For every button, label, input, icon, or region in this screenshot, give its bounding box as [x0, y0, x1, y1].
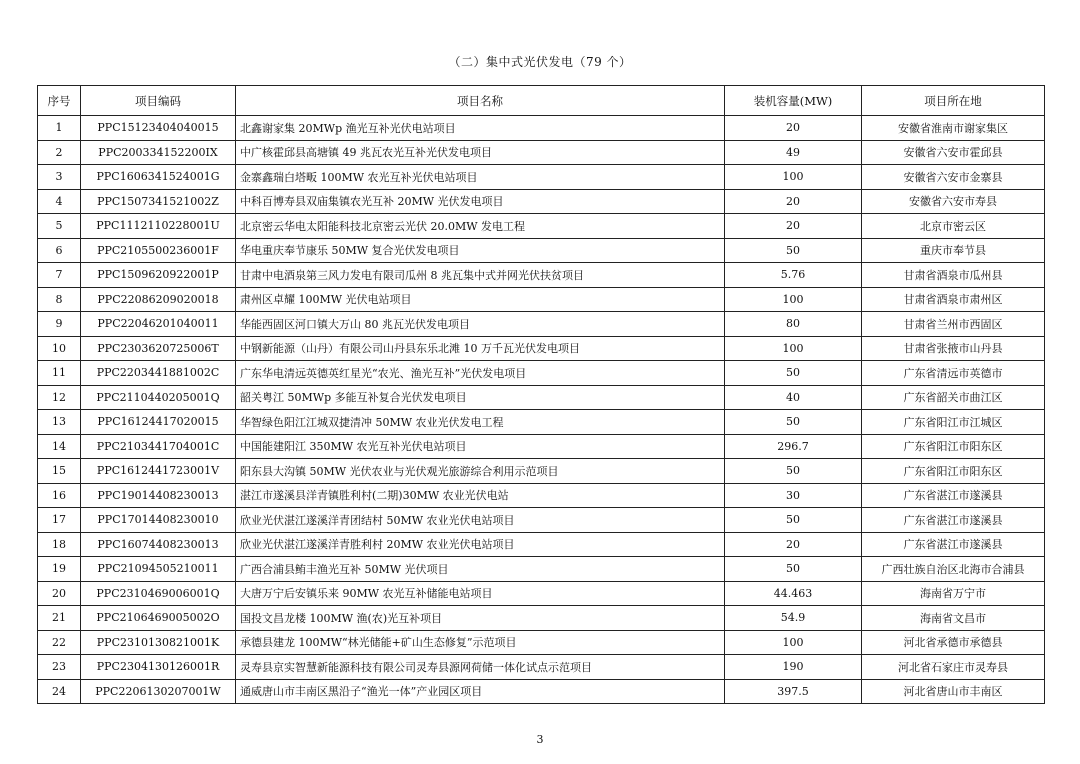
cell-location: 河北省唐山市丰南区 [862, 679, 1045, 704]
cell-capacity: 54.9 [725, 606, 862, 631]
cell-no: 21 [38, 606, 81, 631]
table-row [38, 287, 1045, 312]
table-row [38, 508, 1045, 533]
cell-capacity: 100 [725, 165, 862, 190]
cell-location: 北京市密云区 [862, 214, 1045, 239]
cell-code: PPC1112110228001U [81, 214, 236, 239]
cell-code: PPC17014408230010 [81, 508, 236, 533]
cell-code: PPC1507341521002Z [81, 189, 236, 214]
table-row [38, 140, 1045, 165]
cell-no: 19 [38, 557, 81, 582]
cell-no: 9 [38, 312, 81, 337]
cell-capacity: 296.7 [725, 434, 862, 459]
cell-code: PPC2304130126001R [81, 655, 236, 680]
cell-location: 广东省清远市英德市 [862, 361, 1045, 386]
cell-name: 广西合浦县鲔丰渔光互补 50MW 光伏项目 [236, 557, 725, 582]
cell-no: 17 [38, 508, 81, 533]
cell-code: PPC2105500236001F [81, 238, 236, 263]
cell-capacity: 44.463 [725, 581, 862, 606]
section-title: （二）集中式光伏发电（79 个） [448, 55, 632, 69]
cell-code: PPC1509620922001P [81, 263, 236, 288]
cell-capacity: 190 [725, 655, 862, 680]
header-name: 项目名称 [236, 86, 725, 116]
table-row [38, 459, 1045, 484]
cell-name: 金寨鑫瑞白塔畈 100MW 农光互补光伏电站项目 [236, 165, 725, 190]
table-row [38, 606, 1045, 631]
cell-no: 24 [38, 679, 81, 704]
cell-location: 重庆市奉节县 [862, 238, 1045, 263]
cell-name: 中广核霍邱县高塘镇 49 兆瓦农光互补光伏发电项目 [236, 140, 725, 165]
cell-location: 安徽省六安市霍邱县 [862, 140, 1045, 165]
table-row [38, 410, 1045, 435]
cell-code: PPC1612441723001V [81, 459, 236, 484]
cell-capacity: 20 [725, 214, 862, 239]
cell-capacity: 50 [725, 459, 862, 484]
cell-location: 广东省湛江市遂溪县 [862, 532, 1045, 557]
table-row [38, 238, 1045, 263]
cell-no: 16 [38, 483, 81, 508]
cell-capacity: 397.5 [725, 679, 862, 704]
cell-location: 安徽省六安市寿县 [862, 189, 1045, 214]
table-row [38, 312, 1045, 337]
cell-location: 广西壮族自治区北海市合浦县 [862, 557, 1045, 582]
cell-location: 甘肃省酒泉市肃州区 [862, 287, 1045, 312]
cell-capacity: 50 [725, 410, 862, 435]
cell-name: 华电重庆奉节康乐 50MW 复合光伏发电项目 [236, 238, 725, 263]
cell-capacity: 100 [725, 336, 862, 361]
cell-location: 海南省文昌市 [862, 606, 1045, 631]
cell-code: PPC200334152200IX [81, 140, 236, 165]
cell-code: PPC16074408230013 [81, 532, 236, 557]
table-body [38, 116, 1045, 704]
cell-location: 甘肃省酒泉市瓜州县 [862, 263, 1045, 288]
table-row [38, 336, 1045, 361]
header-code: 项目编码 [81, 86, 236, 116]
table-row [38, 263, 1045, 288]
cell-no: 4 [38, 189, 81, 214]
cell-location: 安徽省六安市金寨县 [862, 165, 1045, 190]
projects-table [37, 85, 1045, 704]
cell-code: PPC2310130821001K [81, 630, 236, 655]
cell-name: 阳东县大沟镇 50MW 光伏农业与光伏观光旅游综合利用示范项目 [236, 459, 725, 484]
cell-location: 广东省湛江市遂溪县 [862, 508, 1045, 533]
cell-name: 广东华电清远英德英红星光“农光、渔光互补”光伏发电项目 [236, 361, 725, 386]
cell-code: PPC16124417020015 [81, 410, 236, 435]
cell-code: PPC22046201040011 [81, 312, 236, 337]
cell-capacity: 80 [725, 312, 862, 337]
cell-no: 13 [38, 410, 81, 435]
cell-code: PPC2203441881002C [81, 361, 236, 386]
cell-name: 华能西固区河口镇大万山 80 兆瓦光伏发电项目 [236, 312, 725, 337]
cell-code: PPC22086209020018 [81, 287, 236, 312]
table-row [38, 557, 1045, 582]
cell-location: 河北省承德市承德县 [862, 630, 1045, 655]
cell-code: PPC2310469006001Q [81, 581, 236, 606]
table-header-row [38, 86, 1045, 116]
cell-no: 11 [38, 361, 81, 386]
cell-location: 广东省湛江市遂溪县 [862, 483, 1045, 508]
table-row [38, 116, 1045, 141]
cell-capacity: 100 [725, 287, 862, 312]
table-row [38, 532, 1045, 557]
cell-no: 18 [38, 532, 81, 557]
cell-code: PPC15123404040015 [81, 116, 236, 141]
cell-name: 国投文昌龙楼 100MW 渔(农)光互补项目 [236, 606, 725, 631]
cell-code: PPC2303620725006T [81, 336, 236, 361]
cell-name: 承德县建龙 100MW“林光储能+矿山生态修复”示范项目 [236, 630, 725, 655]
cell-name: 北鑫谢家集 20MWp 渔光互补光伏电站项目 [236, 116, 725, 141]
cell-capacity: 49 [725, 140, 862, 165]
cell-no: 5 [38, 214, 81, 239]
cell-no: 15 [38, 459, 81, 484]
cell-location: 广东省阳江市阳东区 [862, 459, 1045, 484]
cell-name: 中钢新能源（山丹）有限公司山丹县东乐北滩 10 万千瓦光伏发电项目 [236, 336, 725, 361]
cell-no: 8 [38, 287, 81, 312]
cell-capacity: 50 [725, 238, 862, 263]
cell-code: PPC21094505210011 [81, 557, 236, 582]
header-location: 项目所在地 [862, 86, 1045, 116]
cell-code: PPC2206130207001W [81, 679, 236, 704]
cell-capacity: 20 [725, 532, 862, 557]
cell-name: 北京密云华电太阳能科技北京密云光伏 20.0MW 发电工程 [236, 214, 725, 239]
cell-capacity: 30 [725, 483, 862, 508]
header-no: 序号 [38, 86, 81, 116]
cell-location: 广东省阳江市阳东区 [862, 434, 1045, 459]
table-row [38, 483, 1045, 508]
cell-name: 甘肃中电酒泉第三风力发电有限司瓜州 8 兆瓦集中式并网光伏扶贫项目 [236, 263, 725, 288]
cell-capacity: 100 [725, 630, 862, 655]
cell-capacity: 40 [725, 385, 862, 410]
cell-name: 大唐万宁后安镇乐来 90MW 农光互补储能电站项目 [236, 581, 725, 606]
table-row [38, 630, 1045, 655]
cell-capacity: 50 [725, 361, 862, 386]
cell-no: 12 [38, 385, 81, 410]
table-row [38, 655, 1045, 680]
cell-name: 湛江市遂溪县洋青镇胜利村(二期)30MW 农业光伏电站 [236, 483, 725, 508]
cell-code: PPC19014408230013 [81, 483, 236, 508]
cell-name: 欣业光伏湛江遂溪洋青胜利村 20MW 农业光伏电站项目 [236, 532, 725, 557]
cell-no: 1 [38, 116, 81, 141]
header-capacity: 装机容量(MW) [725, 86, 862, 116]
cell-name: 华智绿色阳江江城双捷清冲 50MW 农业光伏发电工程 [236, 410, 725, 435]
table-row [38, 189, 1045, 214]
cell-name: 韶关粤江 50MWp 多能互补复合光伏发电项目 [236, 385, 725, 410]
cell-capacity: 20 [725, 116, 862, 141]
cell-location: 广东省阳江市江城区 [862, 410, 1045, 435]
cell-code: PPC2103441704001C [81, 434, 236, 459]
cell-no: 6 [38, 238, 81, 263]
cell-location: 广东省韶关市曲江区 [862, 385, 1045, 410]
cell-capacity: 20 [725, 189, 862, 214]
cell-location: 河北省石家庄市灵寿县 [862, 655, 1045, 680]
cell-name: 欣业光伏湛江遂溪洋青团结村 50MW 农业光伏电站项目 [236, 508, 725, 533]
cell-name: 肃州区卓耀 100MW 光伏电站项目 [236, 287, 725, 312]
table-row [38, 165, 1045, 190]
cell-location: 海南省万宁市 [862, 581, 1045, 606]
table-row [38, 361, 1045, 386]
cell-capacity: 5.76 [725, 263, 862, 288]
cell-code: PPC2110440205001Q [81, 385, 236, 410]
cell-location: 安徽省淮南市谢家集区 [862, 116, 1045, 141]
page-number: 3 [536, 733, 544, 746]
cell-no: 3 [38, 165, 81, 190]
cell-capacity: 50 [725, 557, 862, 582]
cell-no: 7 [38, 263, 81, 288]
cell-no: 14 [38, 434, 81, 459]
cell-no: 22 [38, 630, 81, 655]
cell-no: 10 [38, 336, 81, 361]
cell-code: PPC2106469005002O [81, 606, 236, 631]
cell-name: 通威唐山市丰南区黑沿子“渔光一体”产业园区项目 [236, 679, 725, 704]
cell-code: PPC1606341524001G [81, 165, 236, 190]
cell-location: 甘肃省兰州市西固区 [862, 312, 1045, 337]
table-row [38, 434, 1045, 459]
table-row [38, 214, 1045, 239]
cell-no: 20 [38, 581, 81, 606]
cell-location: 甘肃省张掖市山丹县 [862, 336, 1045, 361]
table-row [38, 385, 1045, 410]
cell-no: 2 [38, 140, 81, 165]
cell-name: 中国能建阳江 350MW 农光互补光伏电站项目 [236, 434, 725, 459]
table-row [38, 581, 1045, 606]
cell-name: 灵寿县京实智慧新能源科技有限公司灵寿县源网荷储一体化试点示范项目 [236, 655, 725, 680]
cell-name: 中科百博寿县双庙集镇农光互补 20MW 光伏发电项目 [236, 189, 725, 214]
table-row [38, 679, 1045, 704]
cell-no: 23 [38, 655, 81, 680]
cell-capacity: 50 [725, 508, 862, 533]
